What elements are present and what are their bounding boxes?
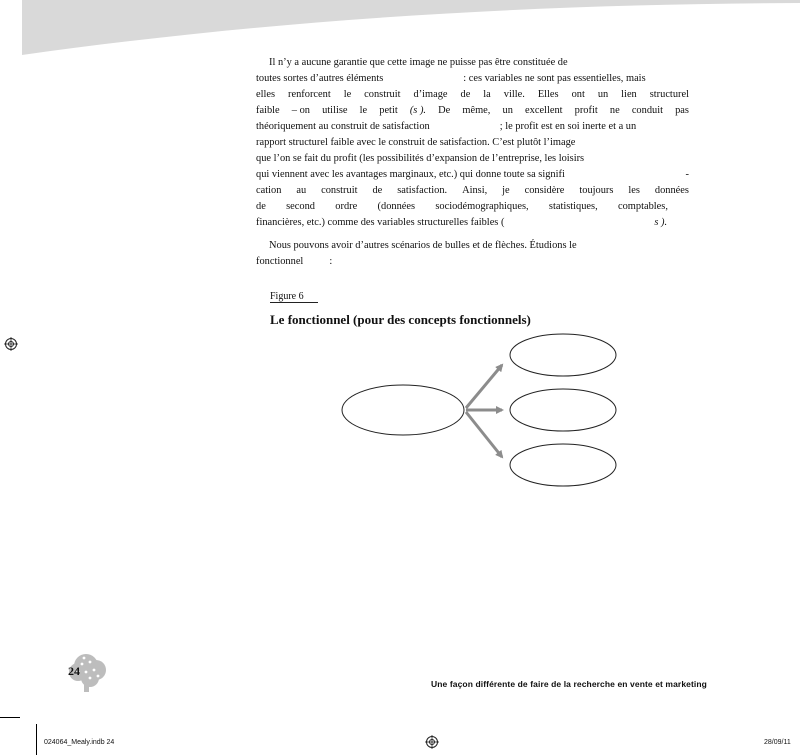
text-line: fonctionnel : (256, 256, 333, 267)
arrow-bottom (466, 412, 502, 457)
arrow-top (466, 365, 502, 408)
text-line: Il n’y a aucune garantie que cette image ne puisse pas être constituée de (269, 57, 568, 68)
target-bubble-bottom (510, 444, 616, 486)
running-footer-title: Une façon différente de faire de la recherche en vente et marketing (431, 679, 707, 689)
figure-title: Le fonctionnel (pour des concepts fonctionnels) (270, 312, 531, 327)
slug-filename: 024064_Mealy.indb 24 (44, 739, 115, 746)
functional-diagram (330, 325, 630, 500)
text-line: financières, etc.) comme des variables structurelles faibles ( s ). (256, 217, 668, 228)
text-line: faible – on utilise le petit (s ). De même, un excellent profit ne conduit pas (256, 105, 689, 116)
text-line: de second ordre (données sociodémographiques, statistiques, comptables, (256, 201, 668, 212)
text-line: qui viennent avec les avantages marginaux, etc.) qui donne toute sa signifi - (256, 169, 689, 180)
page-number: 24 (68, 664, 80, 678)
text-line: elles renforcent le construit d’image de la ville. Elles ont un lien structurel (256, 89, 689, 100)
text-line: toutes sortes d’autres éléments : ces variables ne sont pas essentielles, mais (256, 73, 646, 84)
slug-date: 28/09/11 (764, 739, 791, 746)
text-line: rapport structurel faible avec le construit de satisfaction. C’est plutôt l’image (256, 137, 576, 148)
target-bubble-middle (510, 389, 616, 431)
target-bubble-top (510, 334, 616, 376)
crop-mark (0, 717, 20, 718)
registration-mark-icon (425, 735, 439, 749)
header-banner (0, 0, 800, 60)
text-line: que l’on se fait du profit (les possibilités d’expansion de l’entreprise, les loisirs (256, 153, 585, 164)
source-bubble (342, 385, 464, 435)
crop-mark (36, 724, 37, 755)
registration-mark-icon (4, 337, 18, 351)
text-line: Nous pouvons avoir d’autres scénarios de bulles et de flèches. Étudions le (269, 240, 577, 251)
text-line: cation au construit de satisfaction. Ainsi, je considère toujours les données (256, 185, 689, 196)
text-line: théoriquement au construit de satisfaction ; le profit est en soi inerte et a un (256, 121, 637, 132)
figure-label: Figure 6 (270, 291, 318, 303)
